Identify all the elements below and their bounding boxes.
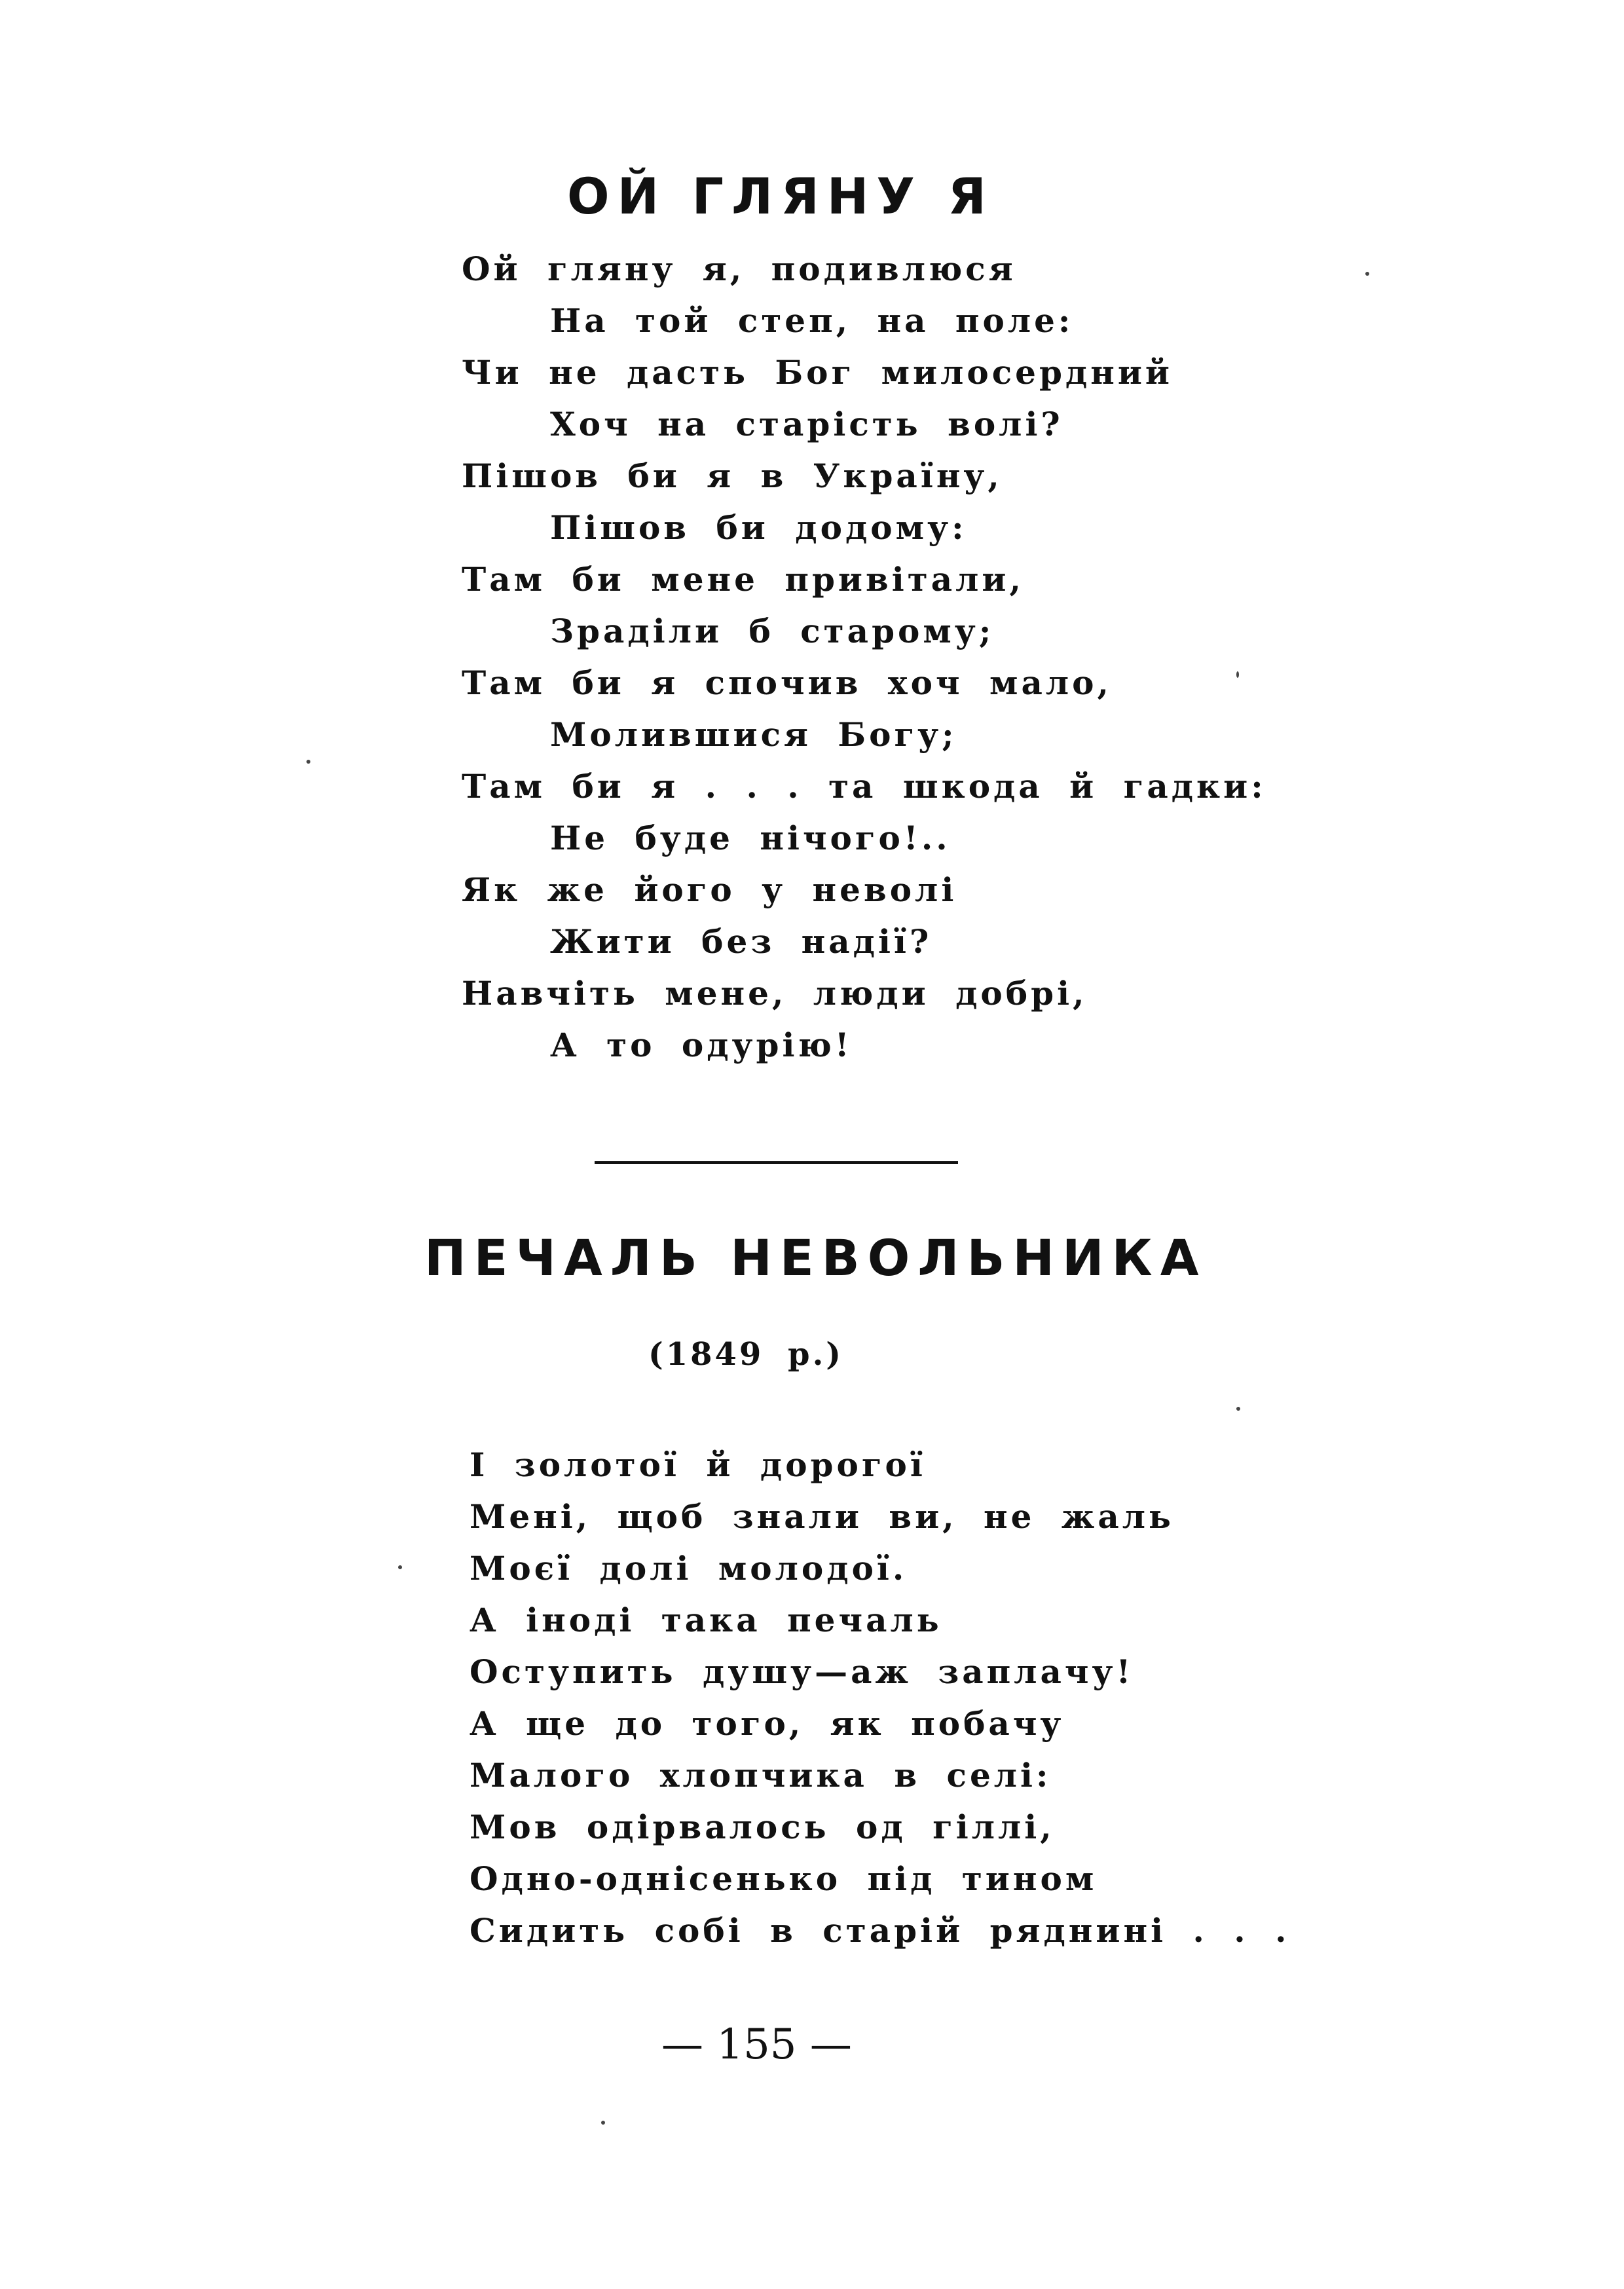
poem-line: Одно-однісенько під тином (470, 1859, 1098, 1898)
poem-line: Навчіть мене, люди добрі, (462, 974, 1088, 1013)
poem-line: На той степ, на поле: (550, 301, 1074, 340)
poem-line: Молившися Богу; (550, 715, 957, 754)
poem-line: Не буде нічого!.. (550, 819, 951, 857)
poem-line: Оступить душу—аж заплачу! (470, 1652, 1134, 1691)
section-divider (595, 1161, 958, 1164)
poem-title-oi-hlianu-ya: ОЙ ГЛЯНУ Я (567, 167, 994, 225)
poem-line: Зраділи б старому; (550, 612, 995, 650)
scan-speck (1236, 1407, 1240, 1411)
poem-line: Ой гляну я, подивлюся (462, 250, 1016, 288)
poem-line: Мені, щоб знали ви, не жаль (470, 1497, 1174, 1536)
poem-line: А ще до того, як побачу (470, 1704, 1065, 1743)
poem-title-pechal-nevolnyka: ПЕЧАЛЬ НЕВОЛЬНИКА (424, 1229, 1207, 1287)
poem-line: Мов одірвалось од гіллі, (470, 1808, 1055, 1846)
poem-line: І золотої й дорогої (470, 1445, 926, 1484)
scan-speck (1236, 671, 1239, 678)
poem-line: Сидить собі в старій ряднині . . . (470, 1911, 1290, 1950)
poem-pechal-nevolnyka-text (470, 1439, 1290, 1956)
poem-line: Чи не дасть Бог милосердний (462, 353, 1173, 392)
scan-speck (306, 760, 310, 764)
scan-speck (1365, 272, 1369, 276)
poem-line: Хоч на старість волі? (550, 405, 1063, 443)
scan-speck (398, 1565, 402, 1569)
poem-line: Жити без надії? (550, 922, 932, 961)
poem-line: А іноді така печаль (470, 1601, 942, 1639)
page-number: — 155 — (661, 2020, 852, 2069)
poem-line: Там би я . . . та шкода й гадки: (462, 767, 1266, 806)
poem-line: Там би мене привітали, (462, 560, 1024, 599)
poem-line: Малого хлопчика в селі: (470, 1756, 1052, 1795)
poem-line: Як же його у неволі (462, 870, 957, 909)
poem-line: Моєї долі молодої. (470, 1549, 908, 1588)
poem-year: (1849 р.) (648, 1336, 843, 1373)
scan-speck (601, 2121, 605, 2125)
poem-line: Там би я спочив хоч мало, (462, 663, 1112, 702)
poem-line: Пішов би додому: (550, 508, 967, 547)
poem-line: А то одурію! (550, 1026, 853, 1064)
poem-line: Пішов би я в Україну, (462, 456, 1003, 495)
poem-oi-hlianu-ya-text (462, 243, 1266, 1071)
